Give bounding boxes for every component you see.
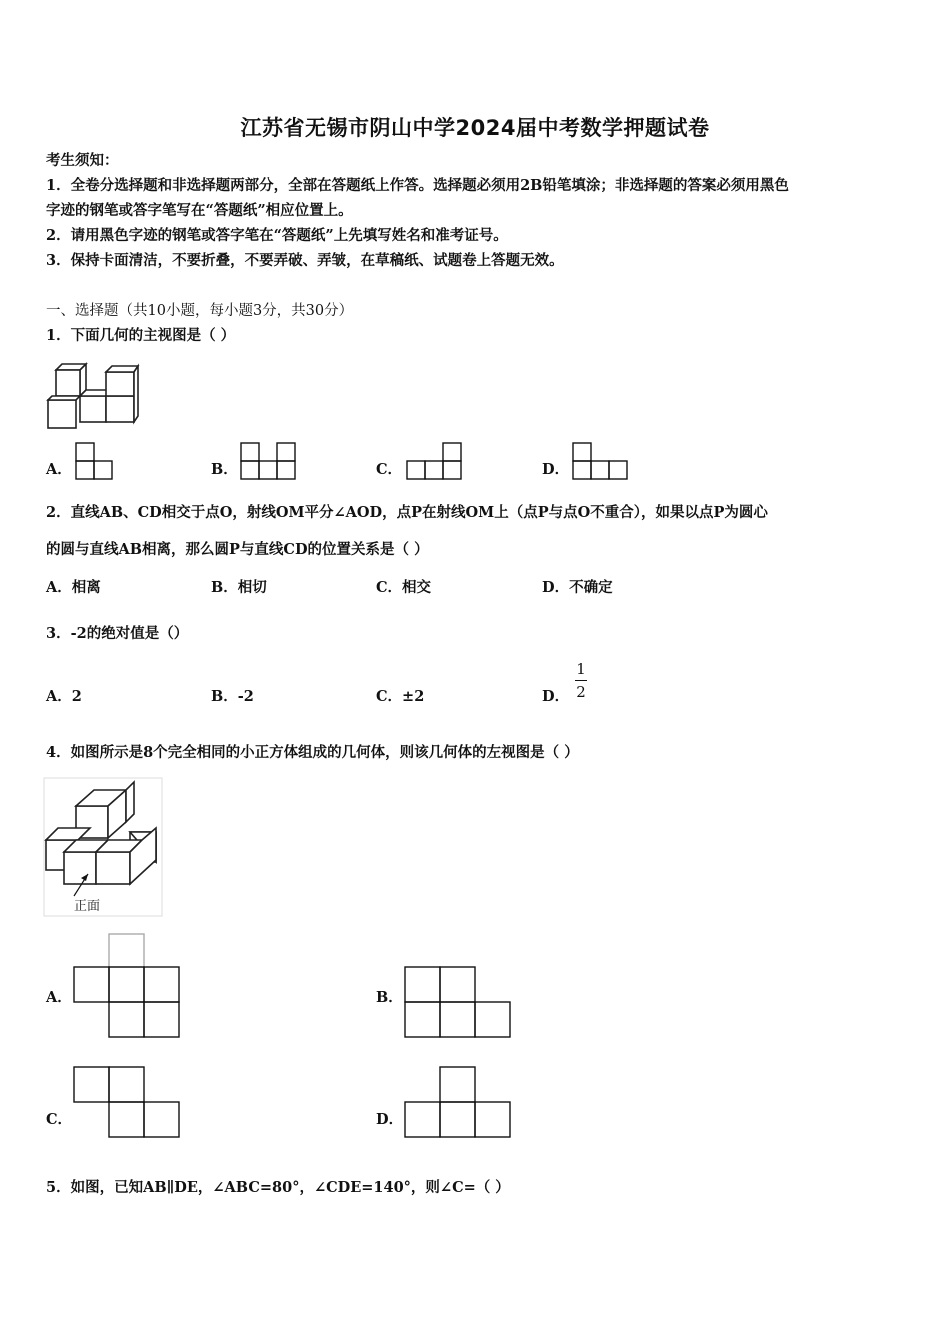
q2-option-d[interactable]: D．不确定 <box>542 579 613 596</box>
question-3-stem: 3．-2的绝对值是（） <box>46 625 189 642</box>
notice-item: 2．请用黑色字迹的钢笔或答字笔在“答题纸”上先填写姓名和准考证号。 <box>46 227 508 244</box>
q3-option-b[interactable]: B．-2 <box>211 688 254 705</box>
question-1-stem: 1．下面几何的主视图是（ ） <box>46 327 236 344</box>
q4-solid-figure <box>44 778 162 918</box>
page-title: 江苏省无锡市阴山中学2024届中考数学押题试卷 <box>240 116 710 140</box>
question-2-stem: 2．直线AB、CD相交于点O，射线OM平分∠AOD，点P在射线OM上（点P与点O不重合），如果以点P为圆心 <box>46 504 768 521</box>
q4-option-a[interactable]: A． <box>46 989 72 1006</box>
notice-item: 1．全卷分选择题和非选择题两部分，全部在答题纸上作答。选择题必须用2B铅笔填涂；非选择题的答案必须用黑色 <box>46 177 789 194</box>
q1-solid-figure <box>44 360 144 432</box>
q1-option-b-figure <box>240 442 298 480</box>
q3-option-d[interactable]: D． <box>542 688 570 705</box>
q1-option-a[interactable]: A． <box>46 461 72 478</box>
q1-option-b[interactable]: B． <box>211 461 238 478</box>
q1-option-d-figure <box>572 442 630 480</box>
q1-option-c-figure <box>406 442 464 480</box>
fraction-denominator: 2 <box>576 683 586 701</box>
front-label: 正面 <box>74 899 101 914</box>
notice-heading: 考生须知： <box>46 152 119 169</box>
q2-option-c[interactable]: C．相交 <box>376 579 432 596</box>
question-4-stem: 4．如图所示是8个完全相同的小正方体组成的几何体，则该几何体的左视图是（ ） <box>46 744 579 761</box>
q2-option-a[interactable]: A．相离 <box>46 579 101 596</box>
question-5-stem: 5．如图，已知AB∥DE，∠ABC=80°，∠CDE=140°，则∠C=（ ） <box>46 1179 510 1196</box>
q3-option-d-fraction <box>575 660 587 701</box>
notice-item: 字迹的钢笔或答字笔写在“答题纸”相应位置上。 <box>46 202 353 219</box>
notice-item: 3．保持卡面清洁，不要折叠，不要弄破、弄皱，在草稿纸、试题卷上答题无效。 <box>46 252 564 269</box>
q1-option-a-figure <box>75 442 115 480</box>
q1-option-c[interactable]: C． <box>376 461 403 478</box>
question-2-stem-cont: 的圆与直线AB相离，那么圆P与直线CD的位置关系是（ ） <box>46 541 429 558</box>
q4-option-b-figure <box>403 965 515 1043</box>
q4-option-d[interactable]: D． <box>376 1111 404 1128</box>
section-heading: 一、选择题（共10小题，每小题3分，共30分） <box>46 303 354 319</box>
fraction-numerator: 1 <box>576 660 586 678</box>
q4-option-c[interactable]: C． <box>46 1111 73 1128</box>
q4-option-d-figure <box>403 1065 515 1143</box>
q2-option-b[interactable]: B．相切 <box>211 579 267 596</box>
q4-option-a-figure <box>72 932 184 1042</box>
q4-option-b[interactable]: B． <box>376 989 403 1006</box>
q4-option-c-figure <box>72 1065 184 1143</box>
q3-option-a[interactable]: A．2 <box>46 688 82 705</box>
q3-option-c[interactable]: C．±2 <box>376 688 425 705</box>
q1-option-d[interactable]: D． <box>542 461 570 478</box>
